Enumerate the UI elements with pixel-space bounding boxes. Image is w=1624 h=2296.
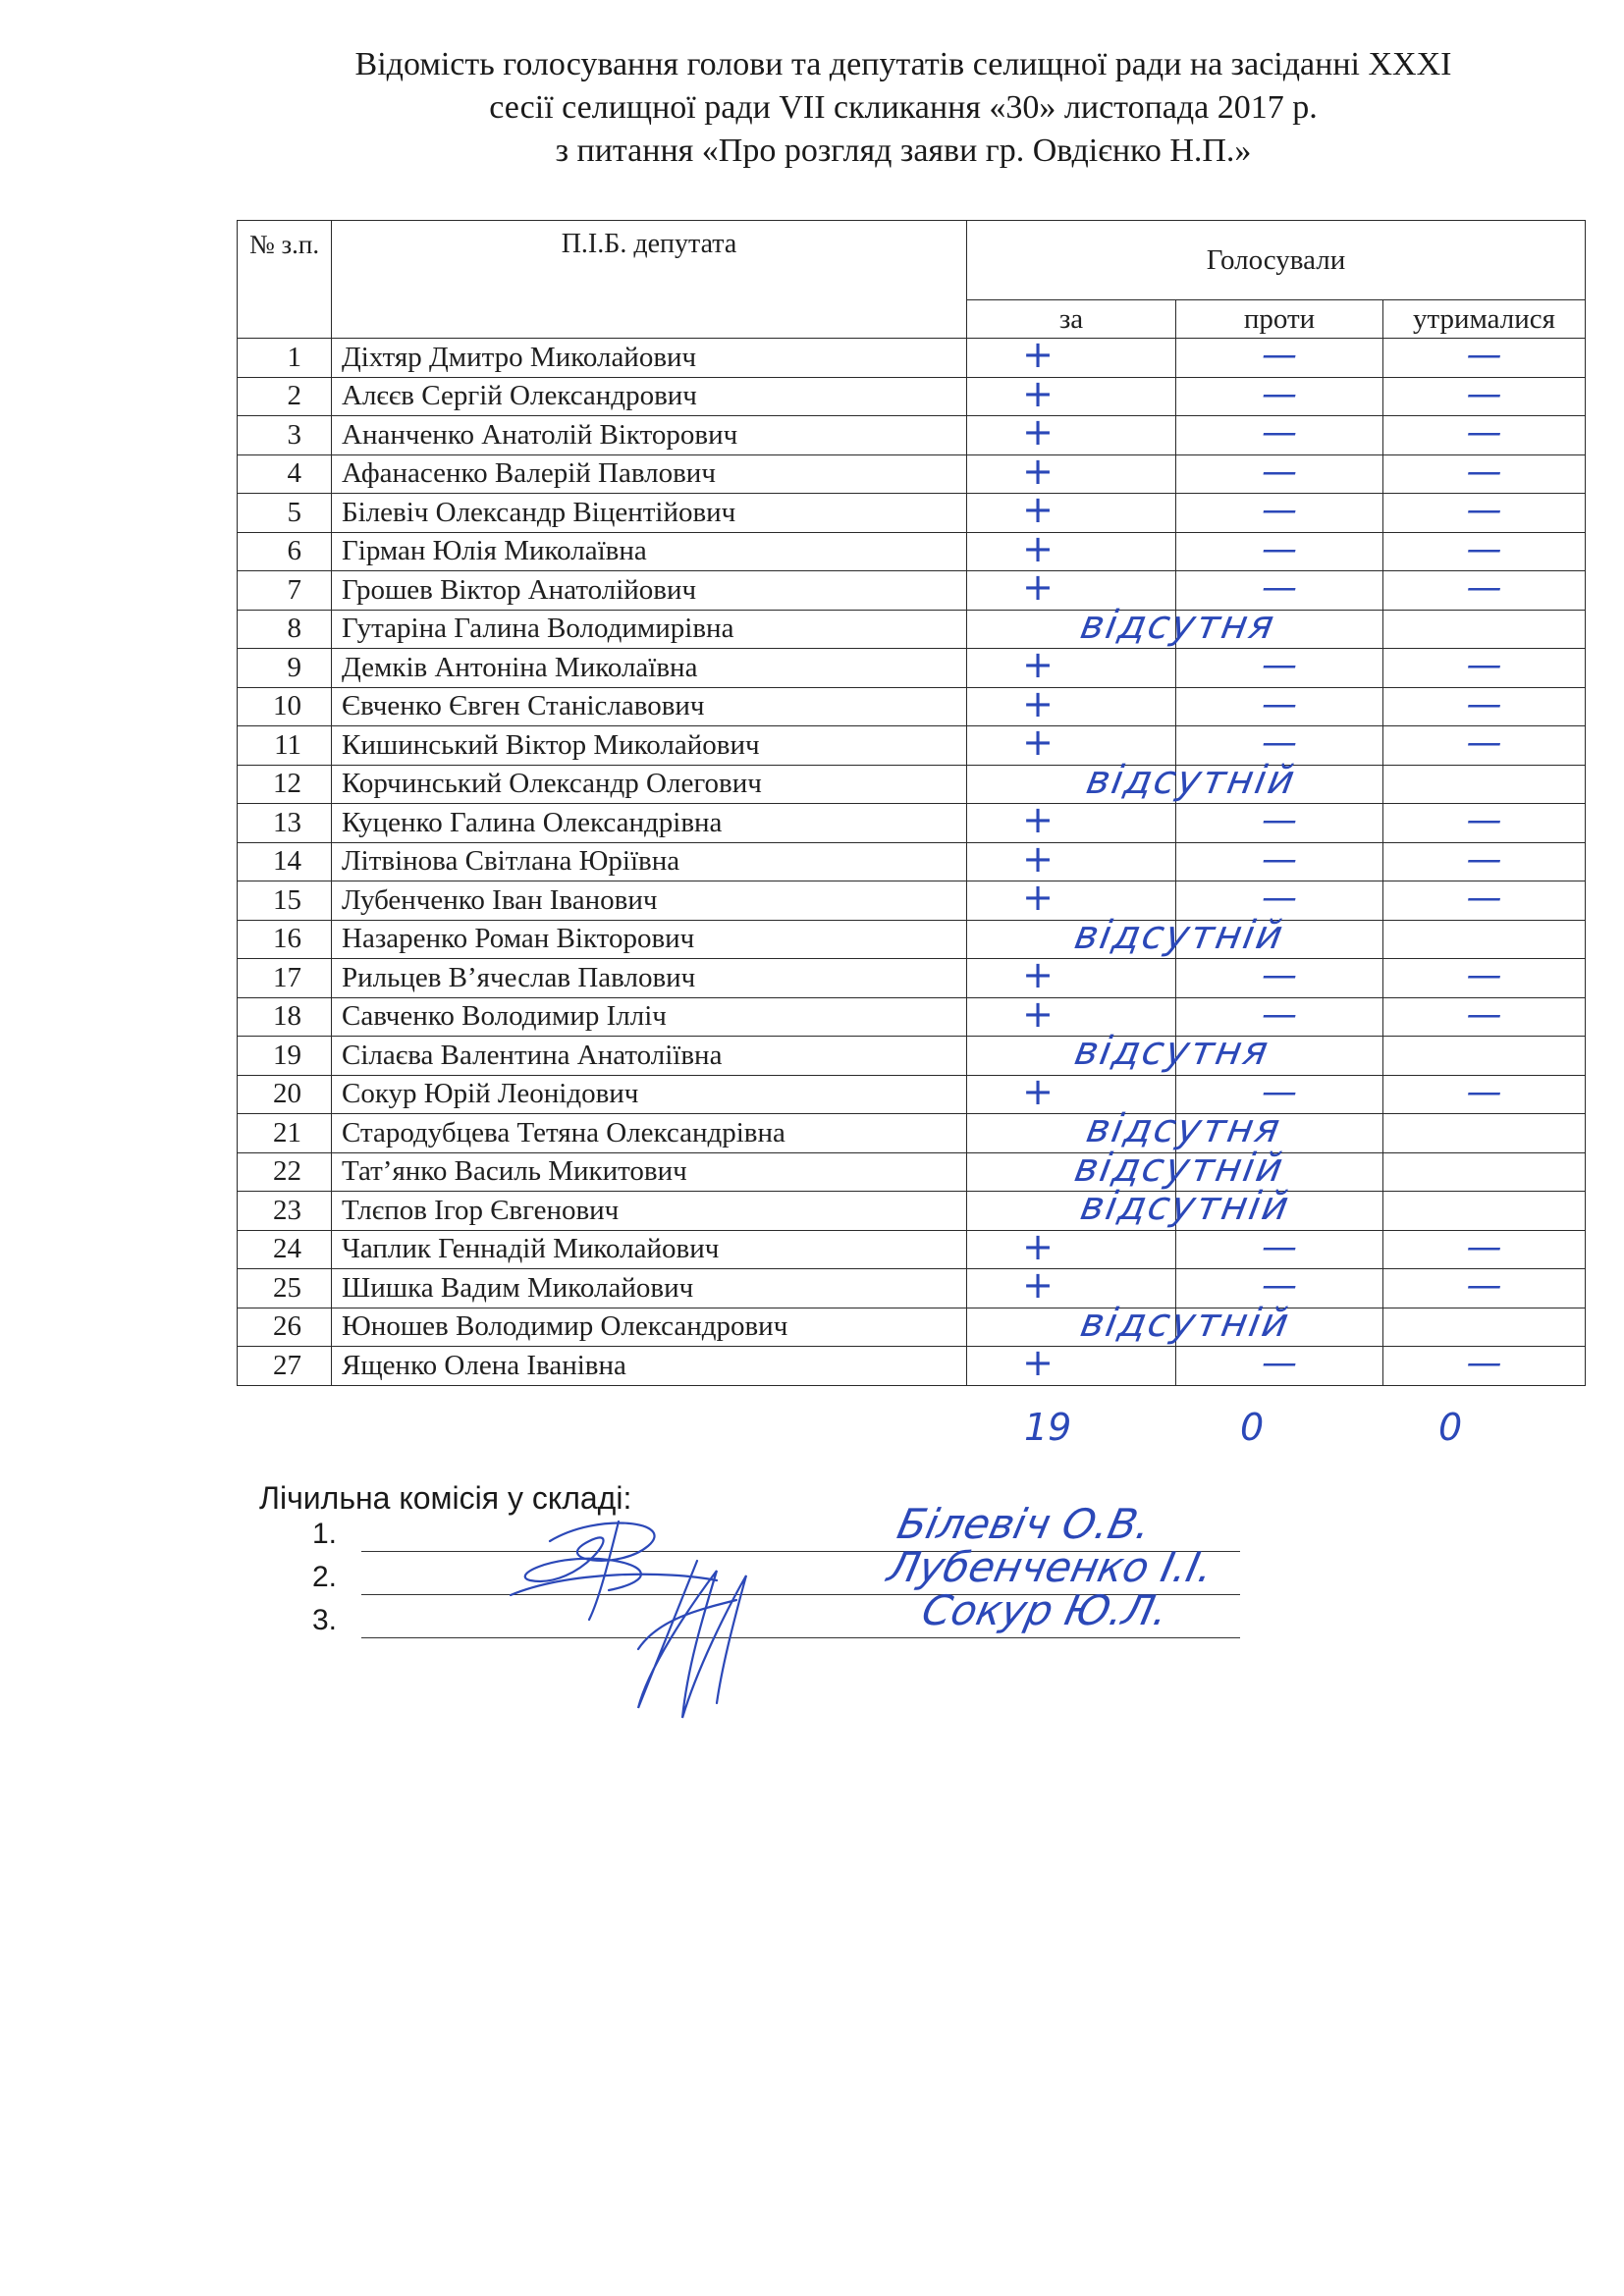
vote-cell-against (1176, 1343, 1383, 1386)
vote-cell-for (967, 1341, 1176, 1386)
commission-member-1: Білевіч О.В. (893, 1500, 1156, 1548)
deputy-name: Гірман Юлія Миколаївна (332, 532, 967, 571)
vote-cell-against (1176, 683, 1383, 726)
table-row (238, 454, 1586, 494)
table-row (238, 377, 1586, 416)
vote-cell-abstain (1383, 373, 1586, 416)
table-row (238, 804, 1586, 843)
vote-cell-for (967, 953, 1176, 998)
deputy-name: Куценко Галина Олександрівна (332, 804, 967, 843)
deputy-name: Кишинський Віктор Миколайович (332, 726, 967, 766)
column-header-for: за (967, 300, 1176, 339)
column-header-name: П.І.Б. депутата (332, 221, 967, 339)
vote-cell-against (1176, 1226, 1383, 1269)
row-number: 8 (238, 610, 332, 649)
vote-for-mark: + (1022, 488, 1054, 532)
vote-dash-mark: — (1466, 878, 1502, 919)
vote-cell-against (1176, 1037, 1383, 1076)
absent-note: відсутній (1070, 912, 1288, 958)
vote-for-mark: + (1022, 991, 1054, 1036)
vote-cell-abstain (1383, 528, 1586, 571)
vote-cell-for (967, 526, 1176, 571)
row-number: 13 (238, 804, 332, 843)
vote-for-mark: + (1022, 410, 1054, 454)
table-row (238, 532, 1586, 571)
table-row (238, 726, 1586, 766)
table-row (238, 416, 1586, 455)
vote-cell-for (967, 1224, 1176, 1269)
vote-cell-abstain (1383, 1226, 1586, 1269)
vote-cell-abstain (1383, 1037, 1586, 1076)
vote-cell-against (1176, 1308, 1383, 1347)
vote-cell-against (1176, 528, 1383, 571)
document-header (196, 43, 1610, 173)
vote-dash-mark: — (1262, 373, 1297, 414)
row-number: 27 (238, 1347, 332, 1386)
vote-cell-for (967, 798, 1176, 843)
table-row (238, 339, 1586, 378)
table-row (238, 1347, 1586, 1386)
vote-cell-against (1176, 920, 1383, 959)
vote-for-mark: + (1022, 371, 1054, 415)
vote-cell-abstain (1383, 1192, 1586, 1231)
table-row (238, 1152, 1586, 1192)
row-number: 21 (238, 1114, 332, 1153)
vote-dash-mark: — (1466, 1265, 1502, 1307)
vote-dash-mark: — (1262, 838, 1297, 880)
deputy-name: Євченко Євген Станіславович (332, 687, 967, 726)
row-number: 18 (238, 997, 332, 1037)
vote-cell-abstain (1383, 1114, 1586, 1153)
vote-for-mark: + (1022, 721, 1054, 765)
vote-for-mark: + (1022, 1263, 1054, 1308)
vote-cell-against (1176, 373, 1383, 416)
table-row (238, 997, 1586, 1037)
row-number: 12 (238, 765, 332, 804)
table-row (238, 1114, 1586, 1153)
commission-number-3: 3. (312, 1604, 338, 1636)
vote-for-mark: + (1022, 449, 1054, 493)
deputy-name: Грошев Віктор Анатолійович (332, 571, 967, 611)
deputy-name: Ананченко Анатолій Вікторович (332, 416, 967, 455)
vote-cell-for (967, 912, 1288, 959)
table-row (238, 1192, 1586, 1231)
vote-cell-abstain (1383, 878, 1586, 921)
vote-cell-against (1176, 335, 1383, 378)
vote-cell-for (967, 333, 1176, 378)
handwritten-signature (491, 1502, 844, 1747)
vote-cell-against (1176, 800, 1383, 843)
vote-dash-mark: — (1466, 800, 1502, 841)
row-number: 4 (238, 454, 332, 494)
vote-cell-abstain (1383, 955, 1586, 998)
row-number: 25 (238, 1269, 332, 1308)
vote-cell-against (1176, 451, 1383, 494)
header-line-3: з питання «Про розгляд заяви гр. Овдієнко Н.П.» (555, 133, 1252, 169)
vote-dash-mark: — (1466, 567, 1502, 609)
row-number: 14 (238, 842, 332, 881)
vote-cell-abstain (1383, 683, 1586, 726)
vote-dash-mark: — (1466, 528, 1502, 569)
deputy-name: Білевіч Олександр Віцентійович (332, 494, 967, 533)
deputy-name: Алєєв Сергій Олександрович (332, 377, 967, 416)
vote-for-mark: + (1022, 1224, 1054, 1268)
vote-dash-mark: — (1262, 955, 1297, 996)
vote-dash-mark: — (1466, 490, 1502, 531)
row-number: 9 (238, 649, 332, 688)
vote-cell-against (1176, 412, 1383, 455)
deputy-name: Літвінова Світлана Юріївна (332, 842, 967, 881)
vote-dash-mark: — (1262, 645, 1297, 686)
vote-dash-mark: — (1262, 878, 1297, 919)
table-row (238, 494, 1586, 533)
voting-table-body (238, 333, 1586, 1386)
vote-cell-abstain (1383, 412, 1586, 455)
deputy-name: Шишка Вадим Миколайович (332, 1269, 967, 1308)
row-number: 2 (238, 377, 332, 416)
absent-note: відсутня (1070, 1029, 1273, 1074)
vote-for-mark: + (1022, 643, 1054, 687)
vote-dash-mark: — (1466, 645, 1502, 686)
vote-cell-abstain (1383, 800, 1586, 843)
row-number: 26 (238, 1308, 332, 1347)
row-number: 7 (238, 571, 332, 611)
deputy-name: Лубенченко Іван Іванович (332, 881, 967, 921)
vote-cell-abstain (1383, 1343, 1586, 1386)
vote-for-mark: + (1022, 565, 1054, 610)
table-row (238, 881, 1586, 921)
total-against: 0 (1240, 1406, 1265, 1449)
row-number: 10 (238, 687, 332, 726)
vote-for-mark: + (1022, 798, 1054, 842)
table-row (238, 1075, 1586, 1114)
deputy-name: Демків Антоніна Миколаївна (332, 649, 967, 688)
vote-cell-for (967, 602, 1279, 649)
commission-number-1: 1. (312, 1518, 338, 1550)
vote-for-mark: + (1022, 333, 1054, 377)
vote-cell-for (967, 1184, 1294, 1231)
voting-table (237, 220, 1586, 1386)
vote-for-mark: + (1022, 836, 1054, 881)
row-number: 5 (238, 494, 332, 533)
absent-note: відсутній (1082, 757, 1300, 803)
vote-dash-mark: — (1262, 490, 1297, 531)
commission-label: Лічильна комісія у складі: (259, 1480, 632, 1516)
vote-cell-against (1176, 955, 1383, 998)
deputy-name: Юношев Володимир Олександрович (332, 1308, 967, 1347)
row-number: 19 (238, 1037, 332, 1076)
vote-dash-mark: — (1466, 1071, 1502, 1112)
vote-cell-abstain (1383, 765, 1586, 804)
table-row (238, 1037, 1586, 1076)
deputy-name: Сокур Юрій Леонідович (332, 1075, 967, 1114)
row-number: 11 (238, 726, 332, 766)
commission-member-3: Сокур Ю.Л. (917, 1586, 1173, 1634)
vote-dash-mark: — (1466, 955, 1502, 996)
deputy-name: Назаренко Роман Вікторович (332, 920, 967, 959)
deputy-name: Тлєпов Ігор Євгенович (332, 1192, 967, 1231)
vote-for-mark: + (1022, 953, 1054, 997)
row-number: 20 (238, 1075, 332, 1114)
vote-dash-mark: — (1262, 1265, 1297, 1307)
deputy-name: Стародубцева Тетяна Олександрівна (332, 1114, 967, 1153)
row-number: 15 (238, 881, 332, 921)
deputy-name: Корчинський Олександр Олегович (332, 765, 967, 804)
vote-for-mark: + (1022, 1341, 1054, 1385)
vote-cell-abstain (1383, 838, 1586, 881)
vote-cell-abstain (1383, 567, 1586, 611)
vote-cell-abstain (1383, 993, 1586, 1037)
table-row (238, 1230, 1586, 1269)
vote-cell-for (967, 1300, 1294, 1347)
vote-cell-against (1176, 610, 1383, 649)
vote-cell-abstain (1383, 722, 1586, 766)
vote-cell-for (967, 488, 1176, 533)
absent-note: відсутня (1076, 602, 1279, 648)
vote-for-mark: + (1022, 681, 1054, 725)
header-line-1: Відомість голосування голови та депутатів селищної ради на засіданні XXXI (354, 46, 1452, 82)
table-row (238, 842, 1586, 881)
vote-cell-for (967, 449, 1176, 494)
row-number: 16 (238, 920, 332, 959)
row-number: 6 (238, 532, 332, 571)
vote-cell-abstain (1383, 1071, 1586, 1114)
vote-cell-for (967, 757, 1300, 804)
vote-dash-mark: — (1262, 993, 1297, 1035)
vote-cell-abstain (1383, 490, 1586, 533)
row-number: 17 (238, 959, 332, 998)
vote-dash-mark: — (1262, 1343, 1297, 1384)
vote-for-mark: + (1022, 526, 1054, 570)
total-abstain: 0 (1438, 1406, 1463, 1449)
absent-note: відсутній (1070, 1145, 1288, 1191)
vote-dash-mark: — (1262, 412, 1297, 454)
deputy-name: Афанасенко Валерій Павлович (332, 454, 967, 494)
row-number: 3 (238, 416, 332, 455)
table-row (238, 765, 1586, 804)
vote-cell-against (1176, 838, 1383, 881)
vote-cell-for (967, 1029, 1273, 1076)
vote-cell-abstain (1383, 920, 1586, 959)
vote-dash-mark: — (1262, 567, 1297, 609)
vote-cell-abstain (1383, 1265, 1586, 1308)
vote-for-mark: + (1022, 876, 1054, 920)
vote-cell-against (1176, 1192, 1383, 1231)
table-row (238, 649, 1586, 688)
vote-dash-mark: — (1466, 451, 1502, 492)
vote-cell-abstain (1383, 610, 1586, 649)
table-row (238, 920, 1586, 959)
deputy-name: Чаплик Геннадій Миколайович (332, 1230, 967, 1269)
table-row (238, 1308, 1586, 1347)
vote-cell-abstain (1383, 645, 1586, 688)
vote-dash-mark: — (1262, 1226, 1297, 1267)
vote-dash-mark: — (1262, 528, 1297, 569)
deputy-name: Рильцев В’ячеслав Павлович (332, 959, 967, 998)
vote-cell-against (1176, 765, 1383, 804)
vote-dash-mark: — (1262, 335, 1297, 376)
vote-dash-mark: — (1466, 993, 1502, 1035)
vote-cell-for (967, 681, 1176, 726)
total-for: 19 (1024, 1406, 1072, 1449)
deputy-name: Савченко Володимир Ілліч (332, 997, 967, 1037)
vote-dash-mark: — (1466, 335, 1502, 376)
deputy-name: Тат’янко Василь Микитович (332, 1152, 967, 1192)
vote-cell-for (967, 371, 1176, 416)
vote-dash-mark: — (1262, 683, 1297, 724)
vote-cell-against (1176, 645, 1383, 688)
vote-for-mark: + (1022, 1069, 1054, 1113)
vote-dash-mark: — (1466, 412, 1502, 454)
deputy-name: Ященко Олена Іванівна (332, 1347, 967, 1386)
vote-dash-mark: — (1466, 1343, 1502, 1384)
table-row (238, 1269, 1586, 1308)
vote-dash-mark: — (1466, 373, 1502, 414)
vote-dash-mark: — (1262, 800, 1297, 841)
vote-dash-mark: — (1466, 722, 1502, 764)
vote-cell-against (1176, 490, 1383, 533)
column-header-number: № з.п. (238, 221, 332, 339)
table-row (238, 571, 1586, 611)
vote-dash-mark: — (1466, 1226, 1502, 1267)
row-number: 24 (238, 1230, 332, 1269)
vote-dash-mark: — (1262, 1071, 1297, 1112)
column-header-against: проти (1176, 300, 1383, 339)
vote-cell-abstain (1383, 335, 1586, 378)
commission-number-2: 2. (312, 1561, 338, 1593)
deputy-name: Сілаєва Валентина Анатоліївна (332, 1037, 967, 1076)
table-row (238, 687, 1586, 726)
vote-cell-for (967, 643, 1176, 688)
vote-dash-mark: — (1262, 451, 1297, 492)
absent-note: відсутня (1082, 1106, 1285, 1151)
table-row (238, 959, 1586, 998)
header-line-2: сесії селищної ради VII скликання «30» листопада 2017 р. (489, 89, 1318, 126)
deputy-name: Гутаріна Галина Володимирівна (332, 610, 967, 649)
vote-dash-mark: — (1466, 683, 1502, 724)
table-row (238, 610, 1586, 649)
vote-cell-abstain (1383, 451, 1586, 494)
column-header-voted: Голосували (967, 221, 1586, 300)
vote-dash-mark: — (1466, 838, 1502, 880)
column-header-abstain: утрималися (1383, 300, 1586, 339)
commission-member-2: Лубенченко І.І. (883, 1543, 1218, 1591)
vote-cell-abstain (1383, 1152, 1586, 1192)
row-number: 22 (238, 1152, 332, 1192)
vote-cell-abstain (1383, 1308, 1586, 1347)
absent-note: відсутній (1076, 1300, 1294, 1346)
vote-cell-for (967, 410, 1176, 455)
vote-dash-mark: — (1262, 722, 1297, 764)
absent-note: відсутній (1076, 1184, 1294, 1229)
row-number: 1 (238, 339, 332, 378)
row-number: 23 (238, 1192, 332, 1231)
vote-cell-for (967, 836, 1176, 881)
deputy-name: Діхтяр Дмитро Миколайович (332, 339, 967, 378)
